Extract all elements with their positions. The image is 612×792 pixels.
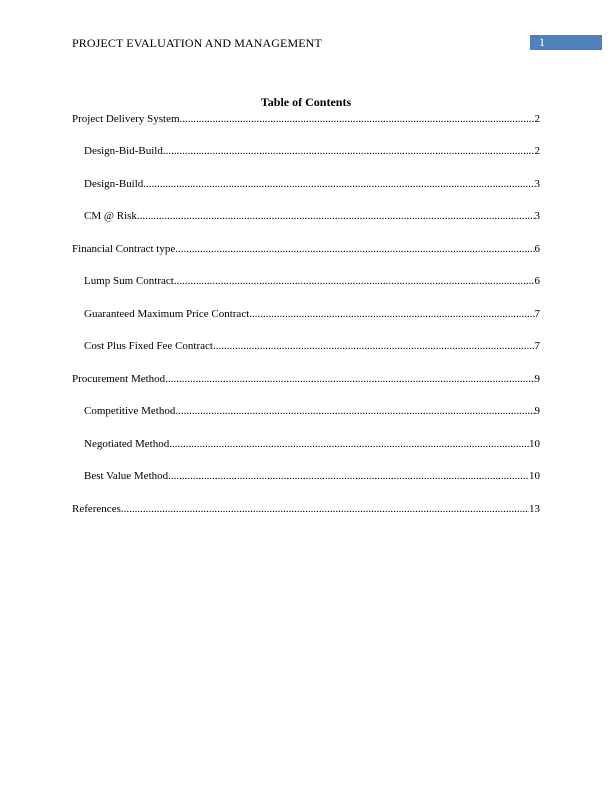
toc-leader-dots [168,469,529,483]
toc-entry[interactable] [72,502,540,516]
toc-leader-dots [165,372,534,386]
toc-entry-page: 3 [534,210,540,222]
toc-entry-page: 9 [534,373,540,385]
toc-entry-label: Lump Sum Contract [84,275,174,287]
toc-entry-page: 13 [529,503,540,515]
toc-leader-dots [137,209,535,223]
toc-entry[interactable] [84,177,540,191]
toc-entry-label: Guaranteed Maximum Price Contract [84,308,250,320]
toc-entry-label: Financial Contract type [72,243,176,255]
toc-entry[interactable] [84,274,540,288]
toc-entry-label: Project Delivery System [72,113,180,125]
toc-entry[interactable] [84,339,540,353]
toc-entry-page: 6 [534,243,540,255]
toc-entry-page: 6 [534,275,540,287]
toc-title: Table of Contents [260,95,352,109]
toc-leader-dots [169,437,529,451]
toc-entry-label: Negotiated Method [84,438,170,450]
toc-entry-page: 7 [534,308,540,320]
toc-entry-label: Design-Bid-Build [84,145,163,157]
toc-entry[interactable] [72,372,540,386]
toc-entry-page: 3 [534,178,540,190]
toc-entry-page: 10 [529,438,540,450]
toc-entry[interactable] [84,404,540,418]
toc-leader-dots [174,274,535,288]
toc-entry[interactable] [84,307,540,321]
toc-entry-label: Design-Build [84,178,144,190]
toc-leader-dots [175,242,534,256]
toc-entry-label: Competitive Method [84,405,176,417]
toc-entry[interactable] [72,112,540,126]
toc-entry-page: 7 [534,340,540,352]
running-head: PROJECT EVALUATION AND MANAGEMENT [72,36,322,50]
toc-entry-label: Procurement Method [72,373,166,385]
toc-leader-dots [163,144,535,158]
toc-entry-page: 10 [529,470,540,482]
page-number: 1 [539,35,545,49]
toc-entry-label: References [72,503,121,515]
toc-leader-dots [249,307,534,321]
toc-entry[interactable] [84,469,540,483]
toc-entry[interactable] [84,437,540,451]
toc-leader-dots [180,112,535,126]
toc-entry-page: 2 [534,145,540,157]
toc-leader-dots [175,404,534,418]
toc-leader-dots [143,177,534,191]
toc-entry-page: 9 [534,405,540,417]
toc-entry-label: CM @ Risk [84,210,137,222]
toc-entry[interactable] [72,242,540,256]
toc-leader-dots [213,339,535,353]
toc-entry-label: Best Value Method [84,470,169,482]
page-number-badge [530,35,602,50]
toc-entry-page: 2 [534,113,540,125]
toc-entry[interactable] [84,209,540,223]
toc-entry-label: Cost Plus Fixed Fee Contract [84,340,213,352]
toc-entry[interactable] [84,144,540,158]
toc-leader-dots [121,502,529,516]
